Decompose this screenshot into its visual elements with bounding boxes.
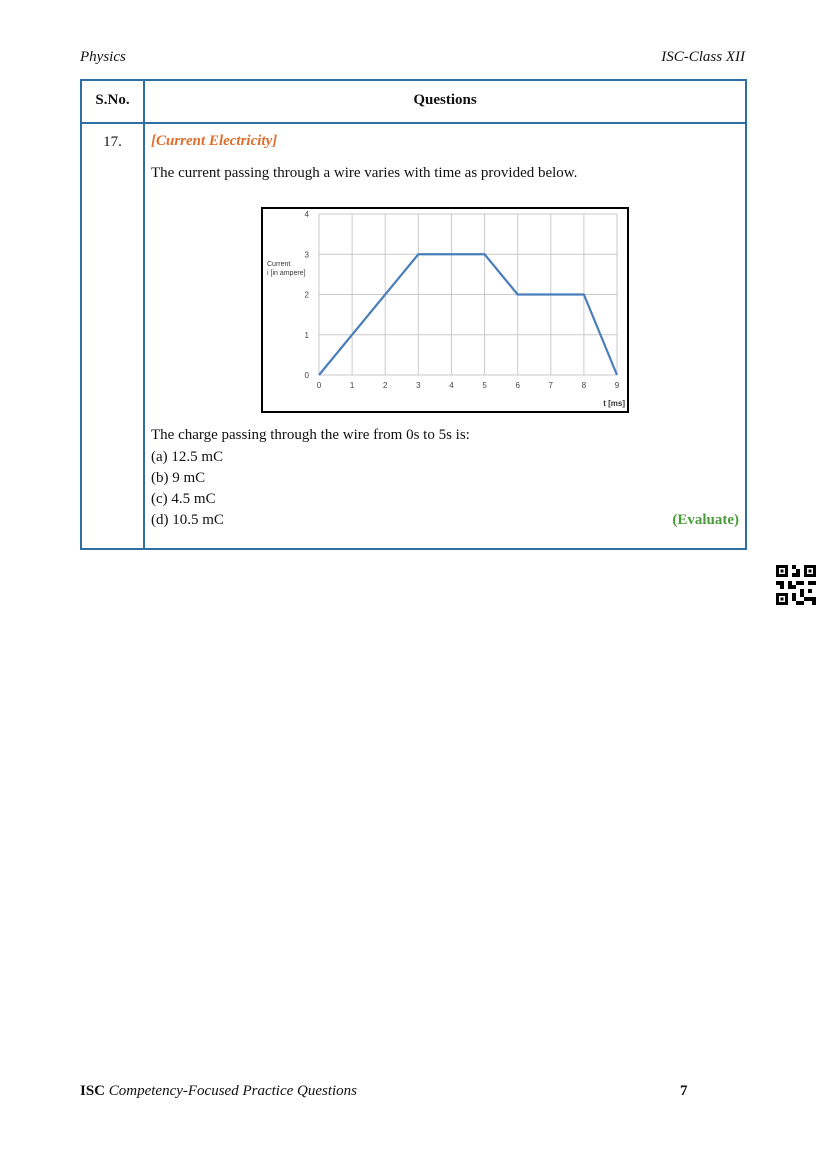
- y-tick-label: 4: [304, 210, 309, 219]
- x-tick-label: 7: [548, 381, 554, 390]
- option-b: (b) 9 mC: [151, 470, 206, 486]
- skill-level-label: (Evaluate): [672, 512, 739, 528]
- x-tick-label: 4: [449, 381, 454, 390]
- current-time-chart: [261, 207, 629, 413]
- x-tick-label: 0: [316, 381, 322, 390]
- x-tick-label: 3: [416, 381, 421, 390]
- page-header-subject: Physics: [80, 49, 126, 65]
- column-header-questions: Questions: [413, 92, 477, 108]
- footer-subtitle: Competency-Focused Practice Questions: [108, 1083, 358, 1099]
- column-header-sno: S.No.: [95, 92, 130, 108]
- footer-brand: ISC: [80, 1083, 106, 1099]
- x-axis-label: t [ms]: [603, 399, 625, 408]
- question-table: [80, 79, 747, 550]
- question-number: 17.: [103, 134, 122, 150]
- footer-title: [80, 1083, 357, 1100]
- x-tick-label: 1: [349, 381, 355, 390]
- x-tick-label: 8: [581, 381, 587, 390]
- page-header-class: ISC-Class XII: [661, 49, 745, 65]
- question-prompt: The charge passing through the wire from 0s to 5s is:: [151, 427, 470, 443]
- option-c: (c) 4.5 mC: [151, 491, 216, 507]
- option-d: (d) 10.5 mC: [151, 512, 224, 528]
- y-axis-label: i [in ampere]: [267, 270, 306, 277]
- series-line-current: [319, 254, 617, 375]
- y-tick-label: 2: [304, 290, 309, 300]
- y-tick-label: 3: [304, 250, 309, 260]
- question-stem: The current passing through a wire varies with time as provided below.: [151, 165, 578, 181]
- page-number: 7: [680, 1083, 688, 1099]
- x-tick-label: 2: [382, 381, 388, 390]
- y-tick-label: 0: [304, 371, 309, 380]
- y-axis-label: Current: [267, 261, 291, 268]
- x-tick-label: 9: [614, 381, 620, 390]
- x-tick-label: 5: [482, 381, 487, 390]
- chart-svg: [263, 209, 627, 411]
- header-row-divider: [82, 122, 745, 124]
- column-divider: [143, 81, 145, 548]
- option-a: (a) 12.5 mC: [151, 449, 224, 465]
- y-tick-label: 1: [304, 330, 309, 340]
- x-tick-label: 6: [515, 381, 520, 390]
- qr-code-icon: [776, 565, 816, 605]
- question-topic: [Current Electricity]: [151, 133, 278, 149]
